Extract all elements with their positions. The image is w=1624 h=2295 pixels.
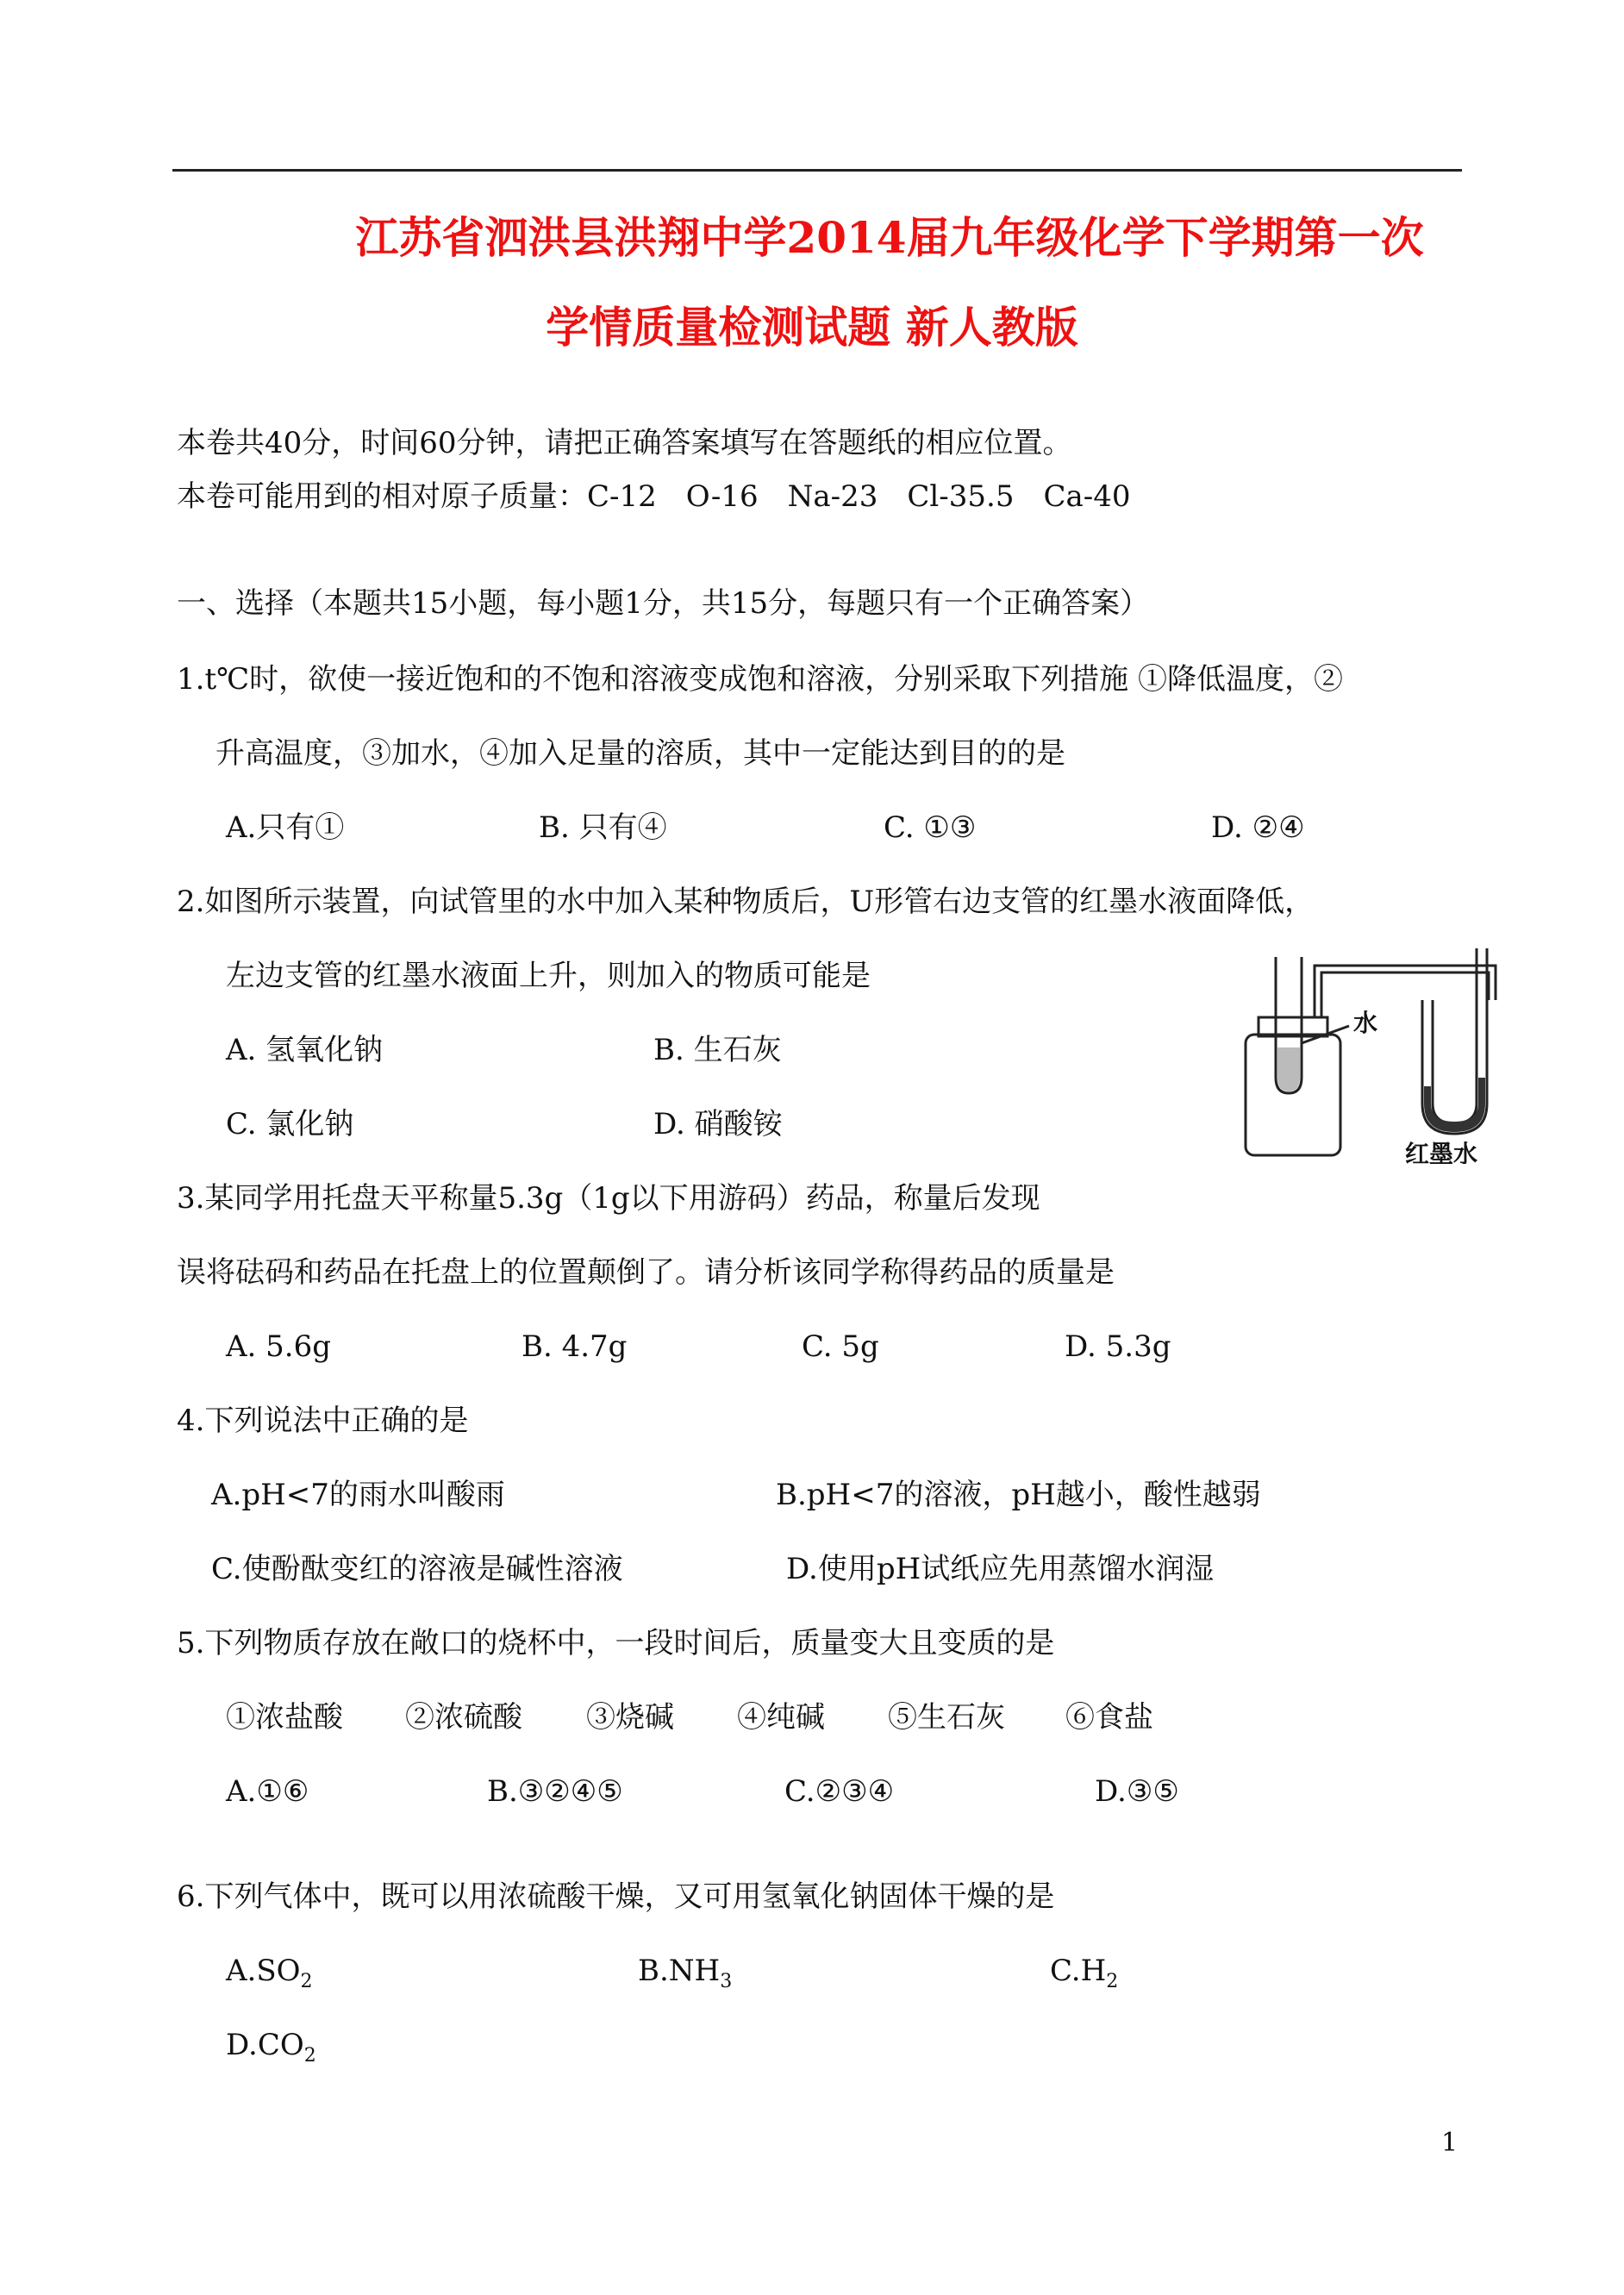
q6-stem: 6.下列气体中，既可以用浓硫酸干燥，又可用氢氧化钠固体干燥的是 [177,1879,1055,1914]
q6-option-c: $C.H_2$ [1050,1954,1119,1992]
q1-option-a: A.只有① [226,810,345,845]
header-rule [172,169,1462,172]
section1-heading: 一、选择（本题共15小题，每小题1分，共15分，每题只有一个正确答案） [177,586,1150,621]
q4-option-d: D.使用pH试纸应先用蒸馏水润湿 [786,1552,1215,1586]
q2-option-c: C. 氯化钠 [226,1107,354,1141]
figure-label-water: 水 [1353,1009,1378,1037]
q3-stem-line2: 误将砝码和药品在托盘上的位置颠倒了。请分析该同学称得药品的质量是 [177,1255,1115,1290]
figure-label-red-ink: 红墨水 [1405,1140,1478,1164]
page-title-line1: 江苏省泗洪县洪翔中学2014届九年级化学下学期第一次 [355,212,1424,263]
water-fill [1277,1047,1300,1091]
page-title-line2: 学情质量检测试题 新人教版 [546,302,1078,353]
q2-option-d: D. 硝酸铵 [653,1107,783,1141]
page-number: 1 [1441,2128,1458,2158]
q1-option-b: B. 只有④ [539,810,667,845]
q1-stem-line1: 1.t℃时，欲使一接近饱和的不饱和溶液变成饱和溶液，分别采取下列措施 ①降低温度，② [177,662,1343,697]
q5-option-d: D.③⑤ [1095,1774,1179,1809]
q5-option-a: A.①⑥ [226,1774,309,1809]
q5-item-6: ⑥食盐 [1065,1700,1153,1735]
q5-option-c: C.②③④ [784,1774,895,1809]
q2-option-a: A. 氢氧化钠 [226,1033,384,1067]
q2-option-b: B. 生石灰 [653,1033,782,1067]
u-tube-apparatus-figure [1228,940,1521,1164]
q4-stem: 4.下列说法中正确的是 [177,1404,469,1438]
q1-option-c: C. ①③ [884,810,977,845]
q4-option-b: B.pH<7的溶液，pH越小，酸性越弱 [776,1478,1261,1512]
q6-option-b: $B.NH_3$ [638,1954,733,1992]
q5-item-1: ①浓盐酸 [226,1700,343,1735]
q6-option-d: $D.CO_2$ [226,2028,316,2067]
q3-option-c: C. 5g [802,1329,879,1364]
q1-stem-line2: 升高温度，③加水，④加入足量的溶质，其中一定能达到目的的是 [215,736,1065,771]
q3-option-d: D. 5.3g [1065,1329,1171,1364]
q4-option-a: A.pH<7的雨水叫酸雨 [211,1478,505,1512]
q4-option-c: C.使酚酞变红的溶液是碱性溶液 [211,1552,623,1586]
q5-item-4: ④纯碱 [737,1700,825,1735]
q5-item-5: ⑤生石灰 [888,1700,1005,1735]
q2-stem-line2: 左边支管的红墨水液面上升，则加入的物质可能是 [226,959,871,993]
q6-option-a: $A.SO_2$ [226,1954,313,1992]
q3-option-a: A. 5.6g [226,1329,332,1364]
q3-stem-line1: 3.某同学用托盘天平称量5.3g（1g以下用游码）药品，称量后发现 [177,1181,1040,1216]
intro-line2: 本卷可能用到的相对原子质量：C-12 O-16 Na-23 Cl-35.5 Ca-40 [177,479,1131,514]
intro-line1: 本卷共40分，时间60分钟，请把正确答案填写在答题纸的相应位置。 [177,426,1072,460]
q2-stem-line1: 2.如图所示装置，向试管里的水中加入某种物质后，U形管右边支管的红墨水液面降低， [177,885,1315,919]
q5-stem: 5.下列物质存放在敞口的烧杯中，一段时间后，质量变大且变质的是 [177,1626,1055,1660]
q3-option-b: B. 4.7g [522,1329,628,1364]
q5-option-b: B.③②④⑤ [487,1774,623,1809]
q5-item-2: ②浓硫酸 [405,1700,522,1735]
q5-item-3: ③烧碱 [586,1700,674,1735]
q1-option-d: D. ②④ [1211,810,1305,845]
